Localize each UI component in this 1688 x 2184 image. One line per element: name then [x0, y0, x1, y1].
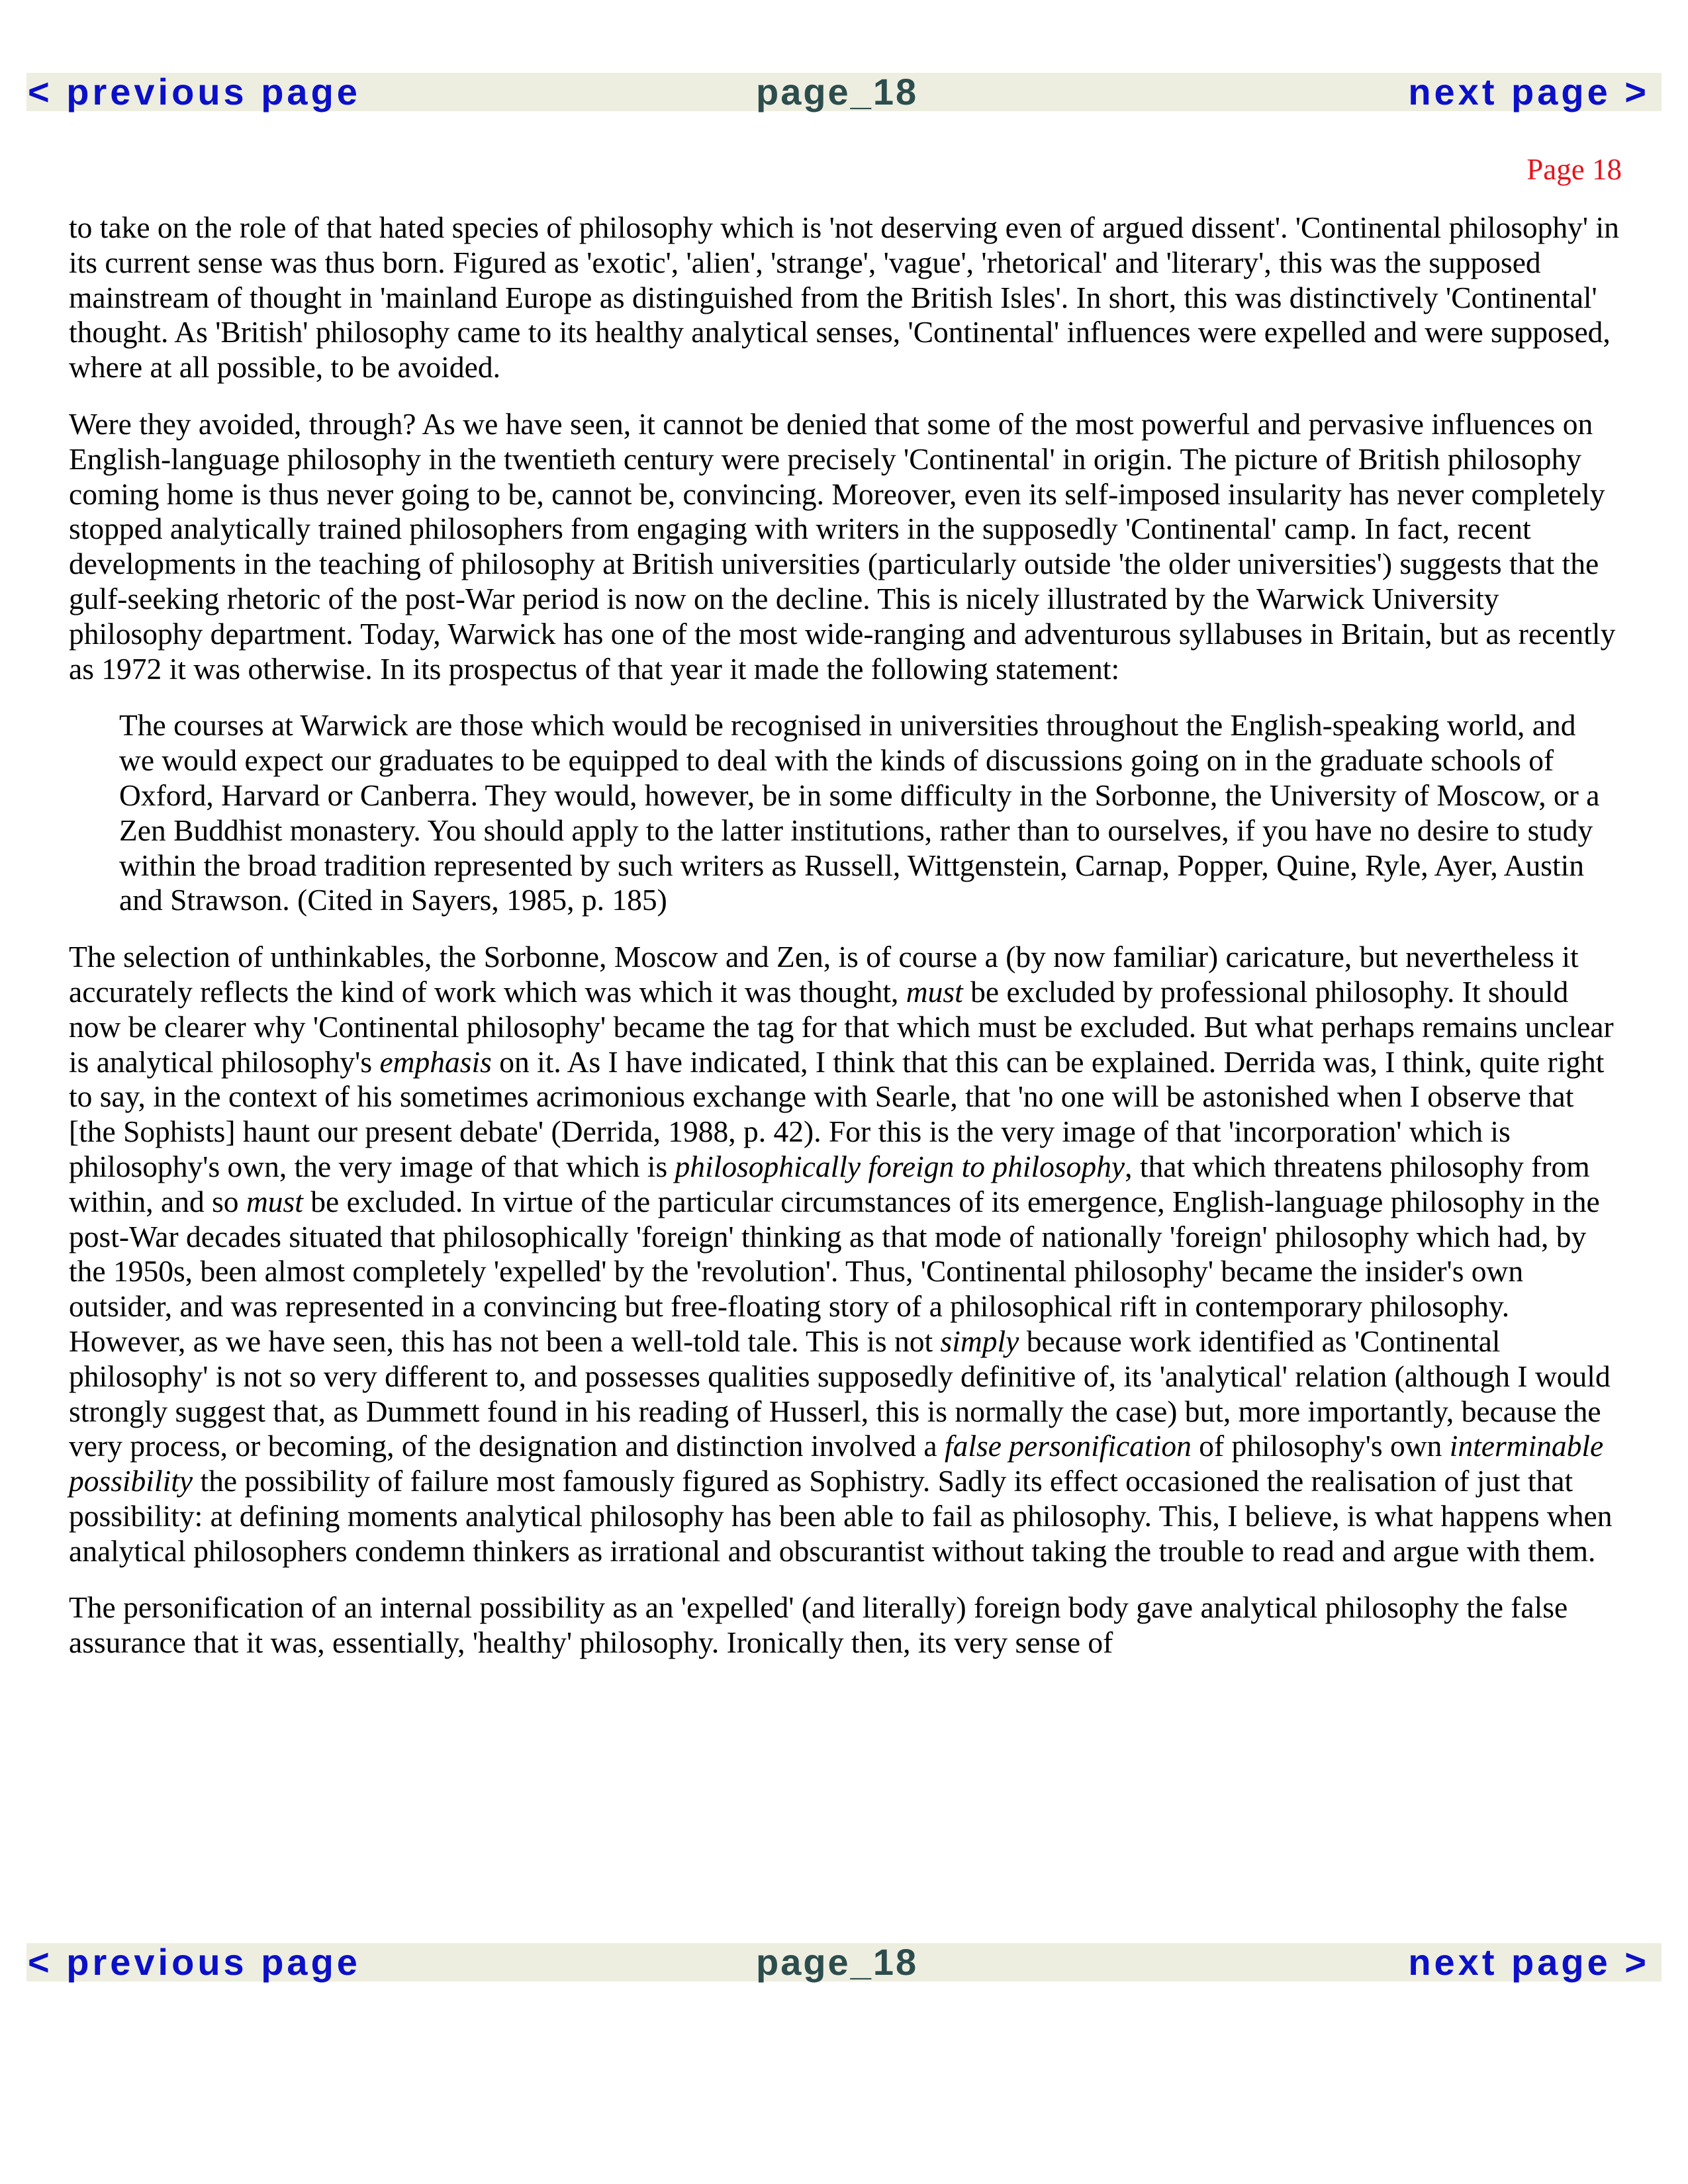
text-run: on it. As I have indicated, I think that this can be explained. Derrida was, I think, quite right to say, in the context of his sometimes acrimonious exchange with Searle, that 'no one will be astonished when I observe that [the Sophists] haunt our present debate' (Derrida, 1988, p. 42). For this is the very image of that 'incorporation' which is philosophy's own, the very image of that which is: [69, 1044, 1605, 1183]
page-content: [69, 210, 1624, 1682]
next-page-link[interactable]: next page >: [1408, 1941, 1650, 1983]
emphasis-text: emphasis: [379, 1044, 492, 1079]
paragraph-4: The personification of an internal possibility as an 'expelled' (and literally) foreign body gave analytical philosophy the false assurance that it was, essentially, 'healthy' philosophy. Ironically then, its very sense of: [69, 1590, 1568, 1660]
text-run: The selection of unthinkables, the Sorbonne, Moscow and Zen, is of course a (by now familiar) caricature, but nevertheless it accurately reflects the kind of work which was which it was thought,: [69, 940, 1579, 1009]
emphasis-text: simply: [940, 1324, 1019, 1358]
emphasis-text: false personification: [945, 1429, 1192, 1463]
top-navigation-bar: [26, 73, 1662, 111]
block-quote: The courses at Warwick are those which would be recognised in universities throughout the English-speaking world, and we would expect our graduates to be equipped to deal with the kinds of discussions going on in the graduate schools of Oxford, Harvard or Canberra. They would, however, be in some difficulty in the Sorbonne, the University of Moscow, or a Zen Buddhist monastery. You should apply to the latter institutions, rather than to ourselves, if you have no desire to study within the broad tradition represented by such writers as Russell, Wittgenstein, Carnap, Popper, Quine, Ryle, Ayer, Austin and Strawson. (Cited in Sayers, 1985, p. 185): [119, 708, 1600, 917]
previous-page-link[interactable]: < previous page: [28, 71, 361, 113]
text-run: be excluded by professional philosophy. It should now be clearer why 'Continental philosophy' became the tag for that which must be excluded. But what perhaps remains unclear is analytical philosophy's: [69, 974, 1614, 1079]
text-run: be excluded. In virtue of the particular circumstances of its emergence, English-language philosophy in the post-War decades situated that philosophically 'foreign' thinking as that mode of nationally 'foreign' philosophy which had, by the 1950s, been almost completely 'expelled' by the 'revolution'. Thus, 'Continental philosophy' became the insider's own outsider, and was represented in a convincing but free-floating story of a philosophical rift in contemporary philosophy. However, as we have seen, this has not been a well-told tale. This is not: [69, 1184, 1600, 1358]
page-label: page_18: [756, 71, 919, 113]
emphasis-text: interminable possibility: [69, 1429, 1604, 1498]
text-run: , that which threatens philosophy from within, and so: [69, 1149, 1590, 1218]
paragraph-1: to take on the role of that hated species of philosophy which is 'not deserving even of argued dissent'. 'Continental philosophy' in its current sense was thus born. Figured as 'exotic', 'alien', 'strange', 'vague', 'rhetorical' and 'literary', this was the supposed mainstream of thought in 'mainland Europe as distinguished from the British Isles'. In short, this was distinctively 'Continental' thought. As 'British' philosophy came to its healthy analytical senses, 'Continental' influences were expelled and were supposed, where at all possible, to be avoided.: [69, 210, 1619, 385]
emphasis-text: must: [246, 1184, 303, 1218]
page-label: page_18: [756, 1941, 919, 1983]
text-run: because work identified as 'Continental philosophy' is not so very different to, and possesses qualities supposedly definitive of, its 'analytical' relation (although I would strongly suggest that, as Dummett found in his reading of Husserl, this is normally the case) but, more importantly, because the very process, or becoming, of the designation and distinction involved a: [69, 1324, 1611, 1463]
previous-page-link[interactable]: < previous page: [28, 1941, 361, 1983]
paragraph-3: [69, 940, 1624, 1569]
next-page-link[interactable]: next page >: [1408, 71, 1650, 113]
emphasis-text: philosophically foreign to philosophy: [675, 1149, 1125, 1183]
bottom-navigation-bar: [26, 1943, 1662, 1981]
text-run: the possibility of failure most famously figured as Sophistry. Sadly its effect occasioned the realisation of just that possibility: at defining moments analytical philosophy has been able to fail as philosophy. This, I believe, is what happens when analytical philosophers condemn thinkers as irrational and obscurantist without taking the trouble to read and argue with them.: [69, 1464, 1613, 1568]
page-number: Page 18: [1526, 153, 1622, 186]
emphasis-text: must: [906, 974, 963, 1009]
paragraph-2: Were they avoided, through? As we have seen, it cannot be denied that some of the most powerful and pervasive influences on English-language philosophy in the twentieth century were precisely 'Continental' in origin. The picture of British philosophy coming home is thus never going to be, cannot be, convincing. Moreover, even its self-imposed insularity has never completely stopped analytically trained philosophers from engaging with writers in the supposedly 'Continental' camp. In fact, recent developments in the teaching of philosophy at British universities (particularly outside 'the older universities') suggests that the gulf-seeking rhetoric of the post-War period is now on the decline. This is nicely illustrated by the Warwick University philosophy department. Today, Warwick has one of the most wide-ranging and adventurous syllabuses in Britain, but as recently as 1972 it was otherwise. In its prospectus of that year it made the following statement:: [69, 406, 1616, 686]
text-run: of philosophy's own: [1191, 1429, 1450, 1463]
